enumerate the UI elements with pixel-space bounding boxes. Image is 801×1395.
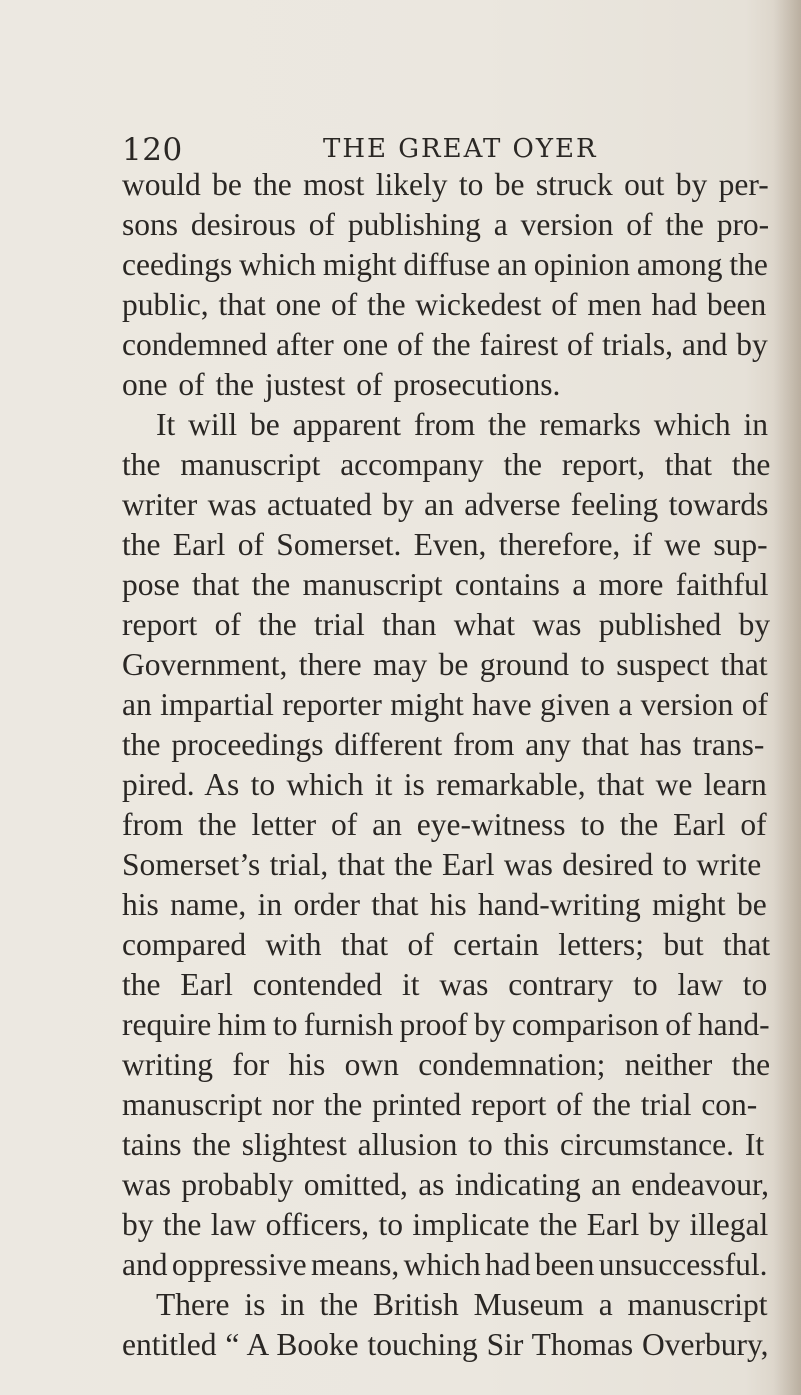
text-line: manuscript nor the printed report of the trial con-	[122, 1087, 758, 1122]
text-line: would be the most likely to be struck out by per-	[122, 167, 769, 202]
text-line: Somerset’s trial, that the Earl was desired to write	[122, 847, 762, 882]
text-line: ceedings which might diffuse an opinion among the	[122, 247, 768, 282]
page-edge-shadow	[773, 0, 801, 1395]
text-line: It will be apparent from the remarks which in	[156, 407, 769, 442]
text-line: the manuscript accompany the report, that the	[122, 447, 771, 482]
text-line: compared with that of certain letters; but that	[122, 927, 771, 962]
text-line: by the law officers, to implicate the Earl by illegal	[122, 1207, 769, 1242]
text-line: pose that the manuscript contains a more faithful	[122, 567, 769, 602]
text-line: the Earl of Somerset. Even, therefore, if we sup-	[122, 527, 768, 562]
text-line: report of the trial than what was published by	[122, 607, 771, 642]
text-line: entitled “ A Booke touching Sir Thomas Overbury,	[122, 1327, 769, 1362]
text-line: There is in the British Museum a manuscript	[156, 1287, 768, 1322]
text-line: the Earl contended it was contrary to law to	[122, 967, 768, 1002]
text-line: his name, in order that his hand-writing might be	[122, 887, 767, 922]
text-line: public, that one of the wickedest of men had been	[122, 287, 767, 322]
text-line: from the letter of an eye-witness to the Earl of	[122, 807, 767, 842]
running-title: THE GREAT OYER	[323, 134, 598, 164]
text-line: sons desirous of publishing a version of the pro-	[122, 207, 770, 242]
text-line: was probably omitted, as indicating an endeavour,	[122, 1167, 770, 1202]
text-line: condemned after one of the fairest of trials, and by	[122, 327, 768, 362]
text-line: require him to furnish proof by comparison of hand-	[122, 1007, 770, 1042]
text-line: the proceedings different from any that has trans-	[122, 727, 765, 762]
text-line: and oppressive means, which had been unsuccessful.	[122, 1247, 768, 1282]
text-line: an impartial reporter might have given a version of	[122, 687, 769, 722]
text-line: writer was actuated by an adverse feeling towards	[122, 487, 769, 522]
text-line: one of the justest of prosecutions.	[122, 367, 561, 402]
text-line: pired. As to which it is remarkable, that we learn	[122, 767, 767, 802]
text-line: tains the slightest allusion to this circumstance. It	[122, 1127, 765, 1162]
page-number: 120	[122, 132, 183, 168]
text-line: Government, there may be ground to suspect that	[122, 647, 768, 682]
text-line: writing for his own condemnation; neither the	[122, 1047, 771, 1082]
